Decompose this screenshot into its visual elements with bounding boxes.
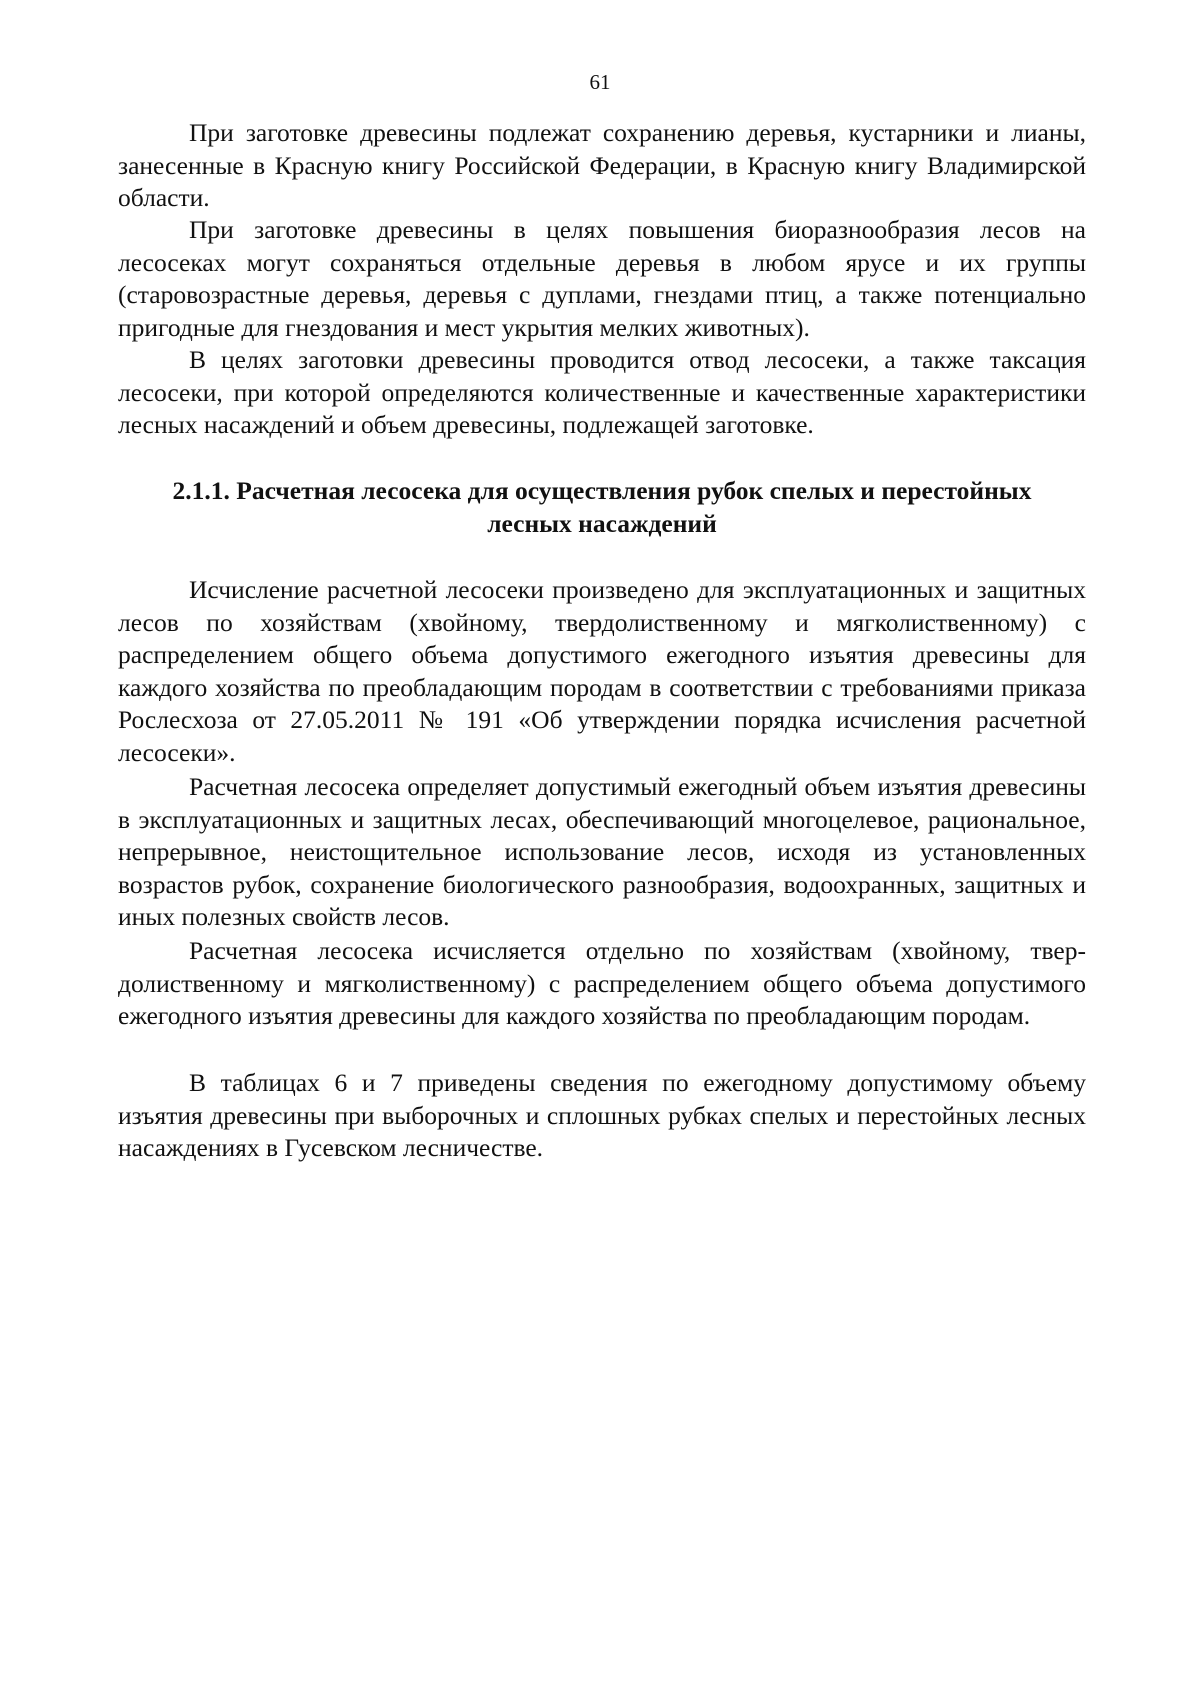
section-heading-line-2: лесных насаждений	[487, 508, 717, 538]
page-number: 61	[589, 70, 611, 94]
paragraph: Расчетная лесосека исчисляется отдельно по хозяйствам (хвойному, твердолиственному и мягколиственному) с распределением общего объема допустимого ежегодного изъятия древесины для каждого хозяйства по преобладающим породам.	[118, 936, 1086, 1030]
paragraph: При заготовке древесины в целях повышения биоразнообразия лесов на лесосеках могут сохраняться отдельные деревья в любом ярусе и их группы (старовозрастные деревья, деревья с дуплами, гнездами птиц, а также потенциально пригодные для гнездования и мест укрытия мелких животных).	[118, 215, 1086, 342]
section-heading-line-1: 2.1.1. Расчетная лесосека для осуществления рубок спелых и перестойных	[172, 476, 1032, 505]
paragraph: В целях заготовки древесины проводится отвод лесосеки, а также таксация лесосеки, при которой определяются количественные и качественные характеристики лесных насаждений и объем древесины, подлежащей заготовке.	[118, 345, 1086, 439]
section-heading	[118, 475, 1086, 540]
paragraph: При заготовке древесины подлежат сохранению деревья, кустарники и лианы, занесенные в Красную книгу Российской Федерации, в Красную книгу Владимирской области.	[118, 118, 1086, 212]
paragraph: Исчисление расчетной лесосеки произведено для эксплуатационных и защитных лесов по хозяйствам (хвойному, твердолиственному и мягколиственному) с распределением общего объема допустимого ежегодного изъятия древесины для каждого хозяйства по преобладающим породам в соответствии с требованиями приказа Рослесхоза от 27.05.2011 № 191 «Об утверждении порядка исчисления расчетной лесосеки».	[118, 575, 1086, 767]
paragraph: В таблицах 6 и 7 приведены сведения по ежегодному допустимому объему изъятия древесины при выборочных и сплошных рубках спелых и перестойных лесных насаждениях в Гусевском лесничестве.	[118, 1068, 1086, 1162]
paragraph: Расчетная лесосека определяет допустимый ежегодный объем изъятия древесины в эксплуатационных и защитных лесах, обеспечивающий многоцелевое, рациональное, непрерывное, неистощительное использование лесов, исходя из установленных возрастов рубок, сохранение биологического разнообразия, водоохранных, защитных и иных полезных свойств лесов.	[118, 772, 1086, 931]
